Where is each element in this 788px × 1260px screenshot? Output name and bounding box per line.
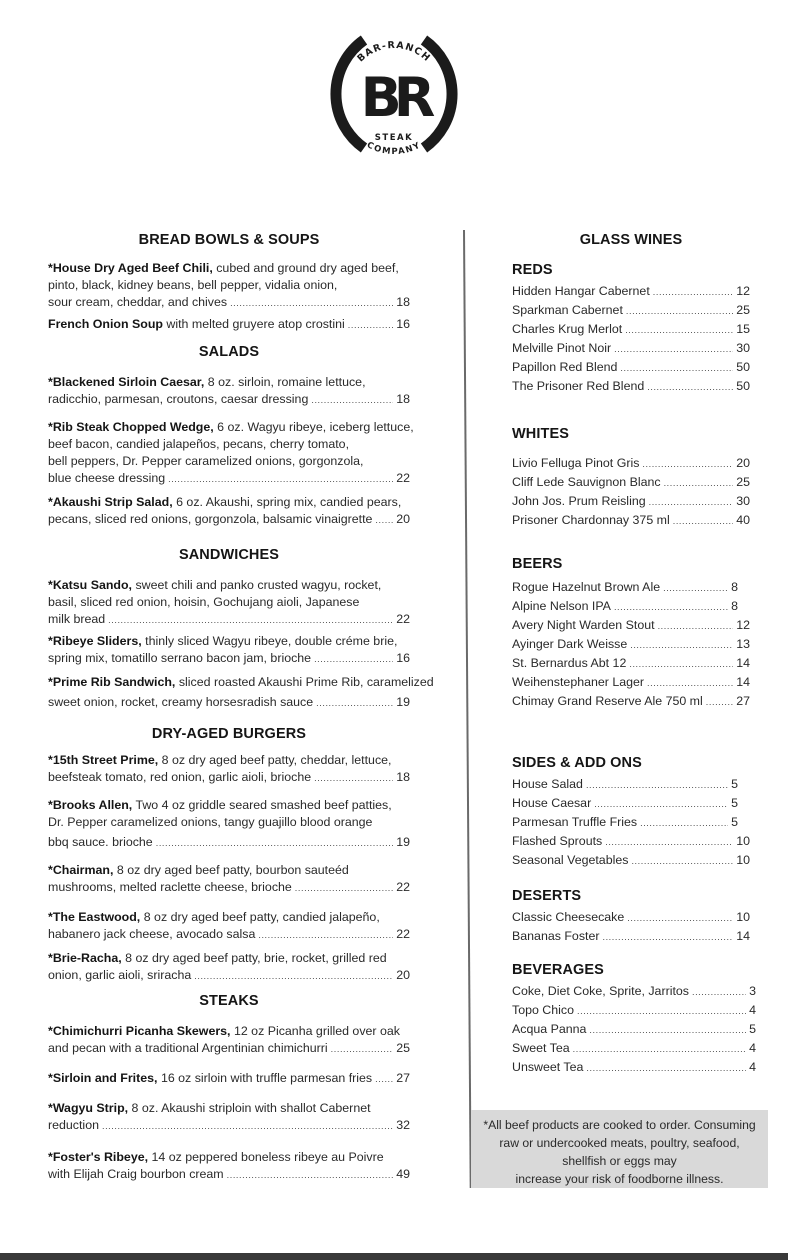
menu-item: *Akaushi Strip Salad, 6 oz. Akaushi, spring mix, candied pears, pecans, sliced red onions, gorgonzola, balsamic vinaigrette ..... 20: [48, 494, 410, 529]
section-title-beers: BEERS: [512, 556, 563, 572]
list-item: Avery Night Warden Stout ..... 12: [512, 616, 750, 635]
svg-text:COMPANY: COMPANY: [365, 140, 423, 158]
menu-item: *15th Street Prime, 8 oz dry aged beef patty, cheddar, lettuce, beefsteak tomato, red onion, garlic aioli, brioche ..... 18: [48, 752, 410, 787]
svg-text:STEAK: STEAK: [374, 133, 414, 143]
svg-text:BR: BR: [360, 66, 428, 129]
drinks-sides-column: [512, 230, 756, 1077]
menu-item: *Katsu Sando, sweet chili and panko crusted wagyu, rocket, basil, sliced red onion, hoisin, Gochujang aioli, Japanese milk bread ..... 22: [48, 577, 410, 629]
list-item: Coke, Diet Coke, Sprite, Jarritos ..... 3: [512, 982, 750, 1001]
section-title-whites: WHITES: [512, 426, 569, 442]
reds-list: [512, 282, 750, 396]
list-item: Chimay Grand Reserve Ale 750 ml ..... 27: [512, 692, 750, 711]
price: 20: [396, 512, 410, 526]
list-item: House Salad ..... 5: [512, 775, 750, 794]
beverages-list: [512, 982, 756, 1077]
section-title-sides-add-ons: SIDES & ADD ONS: [512, 755, 642, 771]
price: 18: [396, 770, 410, 784]
menu-item: *Rib Steak Chopped Wedge, 6 oz. Wagyu ribeye, iceberg lettuce, beef bacon, candied jalapeños, pecans, cherry tomato, bell peppers, Dr. Pepper caramelized onions, gorgonzola, blue cheese dressing ..... 22: [48, 419, 410, 488]
column-divider: [463, 230, 472, 1188]
list-item: Parmesan Truffle Fries ..... 5: [512, 813, 750, 832]
sides-list: [512, 775, 750, 870]
list-item: John Jos. Prum Reisling ..... 30: [512, 492, 750, 511]
menu-item: *Foster's Ribeye, 14 oz peppered boneless ribeye au Poivre with Elijah Craig bourbon cream ..... 49: [48, 1149, 410, 1184]
deserts-list: [512, 908, 750, 946]
list-item: Hidden Hangar Cabernet ..... 12: [512, 282, 750, 301]
menu-item: *Brie-Racha, 8 oz dry aged beef patty, brie, rocket, grilled red onion, garlic aioli, sriracha ..... 20: [48, 950, 410, 985]
list-item: Sparkman Cabernet ..... 25: [512, 301, 750, 320]
bottom-edge-bar: [0, 1253, 788, 1260]
list-item: House Caesar ..... 5: [512, 794, 750, 813]
list-item: Ayinger Dark Weisse ..... 13: [512, 635, 750, 654]
food-safety-disclaimer: *All beef products are cooked to order. Consuming raw or undercooked meats, poultry, seafood, shellfish or eggs may increase your risk of foodborne illness.: [471, 1110, 768, 1188]
price: 25: [396, 1041, 410, 1055]
section-title-reds: REDS: [512, 262, 553, 278]
price: 18: [396, 295, 410, 309]
menu-item: *Wagyu Strip, 8 oz. Akaushi striploin with shallot Cabernet reduction ..... 32: [48, 1100, 410, 1135]
price: 19: [396, 695, 410, 709]
list-item: Weihenstephaner Lager ..... 14: [512, 673, 750, 692]
list-item: Alpine Nelson IPA ..... 8: [512, 597, 750, 616]
menu-item: *Chimichurri Picanha Skewers, 12 oz Picanha grilled over oak and pecan with a traditional Argentinian chimichurri ..... 25: [48, 1023, 410, 1058]
list-item: Papillon Red Blend ..... 50: [512, 358, 750, 377]
price: 27: [396, 1071, 410, 1085]
food-menu-column: [48, 230, 434, 1184]
menu-item: *Chairman, 8 oz dry aged beef patty, bourbon sauteéd mushrooms, melted raclette cheese, brioche ..... 22: [48, 862, 410, 897]
beers-list: [512, 578, 750, 711]
bar-ranch-logo: [318, 18, 470, 170]
whites-list: [512, 454, 750, 530]
price: 16: [396, 317, 410, 331]
list-item: St. Bernardus Abt 12 ..... 14: [512, 654, 750, 673]
section-title-beverages: BEVERAGES: [512, 962, 604, 978]
section-title-dry-aged-burgers: DRY-AGED BURGERS: [151, 726, 307, 742]
list-item: Flashed Sprouts ..... 10: [512, 832, 750, 851]
list-item: Seasonal Vegetables ..... 10: [512, 851, 750, 870]
list-item: The Prisoner Red Blend ..... 50: [512, 377, 750, 396]
list-item: Unsweet Tea ..... 4: [512, 1058, 750, 1077]
section-title-glass-wines: GLASS WINES: [579, 232, 683, 248]
list-item: Topo Chico ..... 4: [512, 1001, 750, 1020]
list-item: Bananas Foster ..... 14: [512, 927, 750, 946]
menu-item: *The Eastwood, 8 oz dry aged beef patty, candied jalapeño, habanero jack cheese, avocado salsa ..... 22: [48, 909, 410, 944]
price: 20: [396, 968, 410, 982]
menu-item: *House Dry Aged Beef Chili, cubed and ground dry aged beef, pinto, black, kidney beans, bell pepper, vidalia onion, sour cream, cheddar, and chives ..... 18: [48, 260, 410, 312]
menu-item: *Brooks Allen, Two 4 oz griddle seared smashed beef patties, Dr. Pepper caramelized onions, tangy guajillo blood orange bbq sauce. brioche ..... 19: [48, 797, 410, 852]
price: 22: [396, 880, 410, 894]
price: 22: [396, 612, 410, 626]
section-title-sandwiches: SANDWICHES: [178, 547, 280, 563]
price: 22: [396, 471, 410, 485]
list-item: Prisoner Chardonnay 375 ml ..... 40: [512, 511, 750, 530]
list-item: Cliff Lede Sauvignon Blanc ..... 25: [512, 473, 750, 492]
menu-item: *Sirloin and Frites, 16 oz sirloin with truffle parmesan fries ..... 27: [48, 1070, 410, 1088]
list-item: Livio Felluga Pinot Gris ..... 20: [512, 454, 750, 473]
list-item: Charles Krug Merlot ..... 15: [512, 320, 750, 339]
list-item: Rogue Hazelnut Brown Ale ..... 8: [512, 578, 750, 597]
section-title-salads: SALADS: [198, 344, 260, 360]
menu-item: *Ribeye Sliders, thinly sliced Wagyu ribeye, double créme brie, spring mix, tomatillo serrano bacon jam, brioche ..... 16: [48, 633, 410, 668]
menu-item: *Prime Rib Sandwich, sliced roasted Akaushi Prime Rib, caramelized sweet onion, rocket, creamy horsesradish sauce ..... 19: [48, 674, 410, 712]
list-item: Classic Cheesecake ..... 10: [512, 908, 750, 927]
section-title-bread-bowls-soups: BREAD BOWLS & SOUPS: [138, 232, 320, 248]
section-title-deserts: DESERTS: [512, 888, 582, 904]
list-item: Acqua Panna ..... 5: [512, 1020, 750, 1039]
price: 18: [396, 392, 410, 406]
logo-emblem-icon: [318, 18, 470, 170]
price: 49: [396, 1167, 410, 1181]
menu-item: French Onion Soup with melted gruyere atop crostini ..... 16: [48, 316, 410, 334]
price: 32: [396, 1118, 410, 1132]
price: 16: [396, 651, 410, 665]
section-title-steaks: STEAKS: [199, 993, 259, 1009]
menu-item: *Blackened Sirloin Caesar, 8 oz. sirloin, romaine lettuce, radicchio, parmesan, croutons, caesar dressing ..... 18: [48, 374, 410, 409]
list-item: Melville Pinot Noir ..... 30: [512, 339, 750, 358]
price: 22: [396, 927, 410, 941]
price: 19: [396, 835, 410, 849]
list-item: Sweet Tea ..... 4: [512, 1039, 750, 1058]
svg-text:BAR-RANCH: BAR-RANCH: [355, 39, 433, 65]
